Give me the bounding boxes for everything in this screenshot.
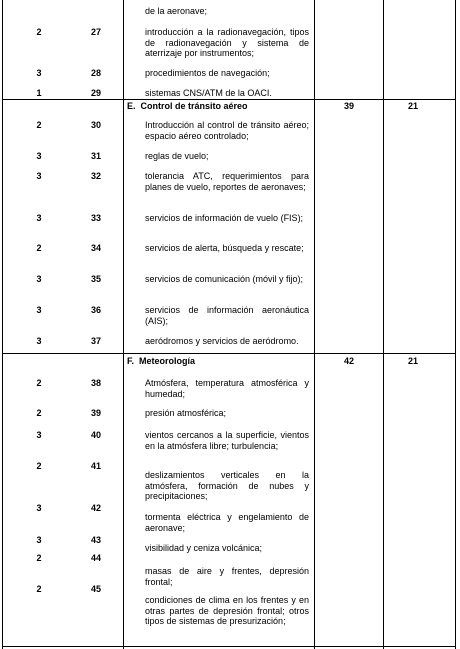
ref-cell: 43 — [90, 535, 101, 545]
ref-cell: 39 — [90, 408, 101, 418]
level-cell: 2 — [36, 243, 42, 253]
topic-cell: servicios de comunicación (móvil y fijo); — [145, 274, 304, 284]
ref-cell: 41 — [90, 461, 101, 471]
ref-cell: 42 — [90, 503, 101, 513]
ref-cell: 30 — [90, 120, 101, 130]
column-divider-col1 — [314, 0, 315, 649]
column-divider-topic — [123, 0, 124, 649]
topic-cell: presión atmosférica; — [145, 408, 227, 418]
level-cell: 2 — [36, 408, 42, 418]
topic-cell: masas de aire y frentes, depresión frontal; — [145, 566, 309, 587]
level-cell: 2 — [36, 584, 42, 594]
table-border-left — [2, 0, 3, 649]
topic-cell: Atmósfera, temperatura atmosférica y humedad; — [145, 378, 309, 399]
topic-cell: visibilidad y ceniza volcánica; — [145, 543, 263, 553]
level-cell: 3 — [36, 151, 42, 161]
topic-cell: tormenta eléctrica y engelamiento de aeronave; — [145, 512, 309, 533]
ref-cell: 28 — [90, 68, 101, 78]
topic-cell: vientos cercanos a la superficie, vientos en la atmósfera libre; turbulencia; — [145, 430, 309, 451]
section-col1-value: 42 — [343, 356, 354, 366]
ref-cell: 33 — [90, 213, 101, 223]
section-divider-e — [2, 99, 456, 100]
section-col2-value: 21 — [407, 101, 418, 111]
level-cell: 1 — [36, 88, 42, 98]
level-cell: 3 — [36, 336, 42, 346]
section-heading-f — [127, 356, 195, 367]
level-cell: 3 — [36, 430, 42, 440]
topic-cell: condiciones de clima en los frentes y en otras partes de depresión frontal; otros tipos de sistemas de presurización; — [145, 595, 309, 626]
ref-cell: 32 — [90, 171, 101, 181]
section-letter: E. — [127, 101, 136, 111]
topic-cell: deslizamientos verticales en la atmósfera, formación de nubes y precipitaciones; — [145, 470, 309, 501]
topic-cell: aeródromos y servicios de aeródromo. — [145, 336, 299, 346]
topic-cell: de la aeronave; — [145, 6, 208, 16]
level-cell: 3 — [36, 535, 42, 545]
topic-cell: sistemas CNS/ATM de la OACI. — [145, 88, 272, 98]
section-title: Meteorología — [139, 356, 196, 366]
column-divider-col2 — [383, 0, 384, 649]
ref-cell: 36 — [90, 305, 101, 315]
section-col2-value: 21 — [407, 356, 418, 366]
level-cell: 2 — [36, 553, 42, 563]
ref-cell: 37 — [90, 336, 101, 346]
topic-cell: servicios de información de vuelo (FIS); — [145, 213, 304, 223]
level-cell: 2 — [36, 27, 42, 37]
table-border-right — [455, 0, 456, 649]
level-cell: 3 — [36, 171, 42, 181]
section-col1-value: 39 — [343, 101, 354, 111]
ref-cell: 34 — [90, 243, 101, 253]
ref-cell: 31 — [90, 151, 101, 161]
section-heading-e — [127, 101, 248, 112]
section-letter: F. — [127, 356, 135, 366]
ref-cell: 45 — [90, 584, 101, 594]
level-cell: 2 — [36, 120, 42, 130]
topic-cell: introducción a la radionavegación, tipos de radionavegación y sistema de aterrizaje por instrumentos; — [145, 27, 309, 58]
topic-cell: reglas de vuelo; — [145, 151, 209, 161]
topic-cell: Introducción al control de tránsito aéreo; espacio aéreo controlado; — [145, 120, 309, 141]
level-cell: 3 — [36, 305, 42, 315]
level-cell: 2 — [36, 461, 42, 471]
level-cell: 3 — [36, 68, 42, 78]
section-title: Control de tránsito aéreo — [140, 101, 248, 111]
level-cell: 2 — [36, 378, 42, 388]
topic-cell: servicios de alerta, búsqueda y rescate; — [145, 243, 304, 253]
topic-cell: procedimientos de navegación; — [145, 68, 270, 78]
level-cell: 3 — [36, 274, 42, 284]
ref-cell: 27 — [90, 27, 101, 37]
topic-cell: tolerancia ATC, requerimientos para planes de vuelo, reportes de aeronaves; — [145, 171, 309, 192]
ref-cell: 35 — [90, 274, 101, 284]
topic-cell: servicios de información aeronáutica (AIS); — [145, 305, 309, 326]
ref-cell: 29 — [90, 88, 101, 98]
level-cell: 3 — [36, 503, 42, 513]
ref-cell: 38 — [90, 378, 101, 388]
level-cell: 3 — [36, 213, 42, 223]
section-divider-f — [2, 353, 456, 354]
table-border-bottom — [2, 646, 456, 647]
ref-cell: 44 — [90, 553, 101, 563]
ref-cell: 40 — [90, 430, 101, 440]
